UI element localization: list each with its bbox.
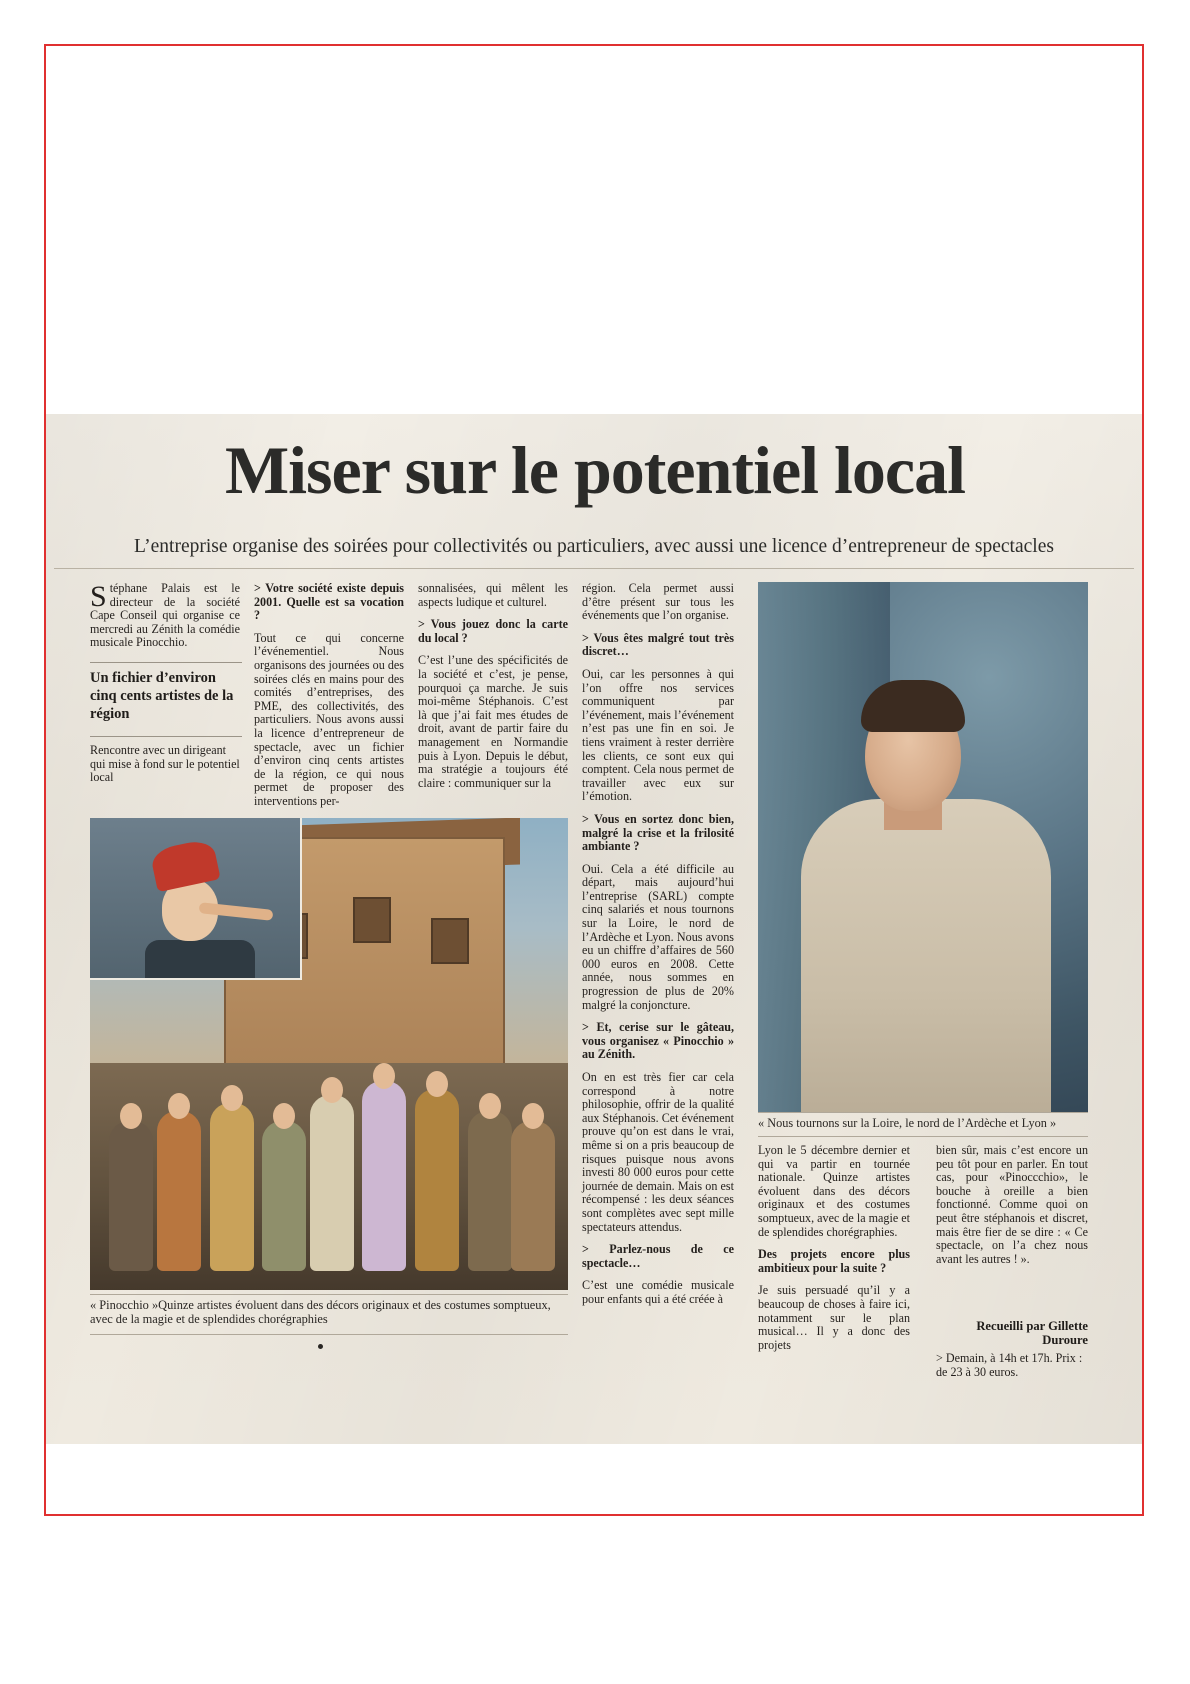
divider-sidebar-bottom [90, 736, 242, 737]
stage-actor [310, 1095, 354, 1271]
standfirst: L’entreprise organise des soirées pour collectivités ou particuliers, avec aussi une licence d’entrepreneur de spectacles [134, 536, 1054, 557]
article-column-2 [254, 582, 404, 818]
caption-portrait: « Nous tournons sur la Loire, le nord de l’Ardèche et Lyon » [758, 1116, 1057, 1130]
question: > Parlez-nous de ce spectacle… [582, 1242, 734, 1270]
answer: C’est l’une des spécificités de la société et c’est, je pense, pourquoi ça marche. Je suis moi-même Stéphanois. C’est là que j’ai fait mes études de droit, avant de partir faire du management en Normandie puis à Lyon. Depuis le début, ma stratégie a toujours été claire : communiquer sur la [418, 653, 568, 790]
divider-caption-portrait-top [758, 1112, 1088, 1113]
stage-window [353, 897, 391, 943]
pinocchio-hat [149, 837, 220, 891]
article-column-3 [418, 582, 568, 799]
divider-caption-portrait-bottom [758, 1136, 1088, 1137]
caption-stage: « Pinocchio »Quinze artistes évoluent dans des décors originaux et des costumes somptueux, avec de la magie et de splendides chorégraphies [90, 1298, 551, 1327]
sidebar-teaser: Rencontre avec un dirigeant qui mise à fond sur le potentiel local [90, 743, 240, 785]
stage-actor [362, 1081, 406, 1271]
practical-info: > Demain, à 14h et 17h. Prix : de 23 à 30 euros. [936, 1351, 1083, 1379]
photo-portrait [758, 582, 1088, 1112]
question: > Vous jouez donc la carte du local ? [418, 617, 568, 645]
photo-pinocchio-inset [90, 818, 302, 980]
intro-paragraph: Stéphane Palais est le directeur de la société Cape Conseil qui organise ce mercredi au Zénith la comédie musicale Pinocchio. [90, 580, 240, 650]
answer: On en est très fier car cela correspond à notre philosophie, offrir de la qualité aux Stéphanois. Cet événement prouve qu’on est dans le vrai, même si on a pris beaucoup de risques puisque nous avons investi 80 000 euros pour cette journée de demain. Mais on est récompensé : les deux séances sont complètes avec sept mille spectateurs attendus. [582, 1070, 734, 1234]
answer: Oui, car les personnes à qui l’on offre nos services communiquent par l’événement, mais l’événement n’est pas une fin en soi. Je tiens vraiment à rester derrière les clients, ce sont eux qui comptent. Cela nous permet de travailler avec eux sur l’émotion. [582, 666, 734, 804]
question: > Vous êtes malgré tout très discret… [582, 630, 734, 659]
question: > Et, cerise sur le gâteau, vous organisez « Pinocchio » au Zénith. [582, 1020, 734, 1062]
stage-actor [157, 1111, 201, 1271]
stage-actor [262, 1121, 306, 1271]
answer: Tout ce qui concerne l’événementiel. Nous organisons des journées ou des soirées clés en mains pour des comités d’entreprises, des PME, des collectivités, des particuliers. Nous avons aussi la licence d’entrepreneur de spectacle, avec un fichier d’environ cinq cents artistes de la région, ce qui nous permet de proposer des interventions per- [254, 630, 404, 808]
stage-actor [210, 1103, 254, 1271]
article-column-6 [936, 1144, 1088, 1275]
sidebar-subhead: Un fichier d’environ cinq cents artistes de la région [90, 670, 234, 722]
stage-window [431, 918, 469, 964]
article-column-1 [90, 582, 240, 659]
divider-top [54, 568, 1134, 569]
stage-actor [468, 1111, 512, 1271]
answer: Lyon le 5 décembre dernier et qui va partir en tournée nationale. Quinze artistes évoluent dans des décors originaux et des costumes somptueux, avec de la magie et de splendides chorégraphies. [758, 1143, 910, 1239]
question: > Vous en sortez donc bien, malgré la crise et la frilosité ambiante ? [582, 811, 734, 854]
pinocchio-body [145, 940, 255, 981]
newspaper-clipping [46, 414, 1142, 1444]
stage-actor [415, 1089, 459, 1271]
divider-caption-stage-top [90, 1294, 568, 1295]
answer: Oui. Cela a été difficile au départ, mais aujourd’hui l’entreprise (SARL) compte cinq salariés et nous tournons sur la Loire, le nord de l’Ardèche et Lyon. Nous avons eu un chiffre d’affaires de 560 000 euros en 2008. Cette année, nous sommes en progression de plus de 20% malgré la conjoncture. [582, 861, 734, 1012]
answer: C’est une comédie musicale pour enfants qui a été créée à [582, 1278, 734, 1306]
article-column-5 [758, 1144, 910, 1361]
bullet-dot [318, 1344, 323, 1349]
divider-sidebar-top [90, 662, 242, 663]
answer: région. Cela permet aussi d’être présent sur tous les événements que l’on organise. [582, 581, 734, 623]
answer: Je suis persuadé qu’il y a beaucoup de choses à faire ici, notamment sur le plan musical… Il y a donc des projets [758, 1283, 910, 1352]
question: Des projets encore plus ambitieux pour la suite ? [758, 1247, 910, 1275]
divider-caption-stage-bottom [90, 1334, 568, 1335]
question: > Votre société existe depuis 2001. Quelle est sa vocation ? [254, 581, 404, 623]
portrait-body [801, 799, 1051, 1112]
byline: Recueilli par Gillette Duroure [976, 1319, 1088, 1347]
answer: sonnalisées, qui mêlent les aspects ludique et culturel. [418, 581, 568, 609]
photo-stage [90, 818, 568, 1290]
article-column-4 [582, 582, 734, 1316]
stage-actor [109, 1121, 153, 1271]
answer: bien sûr, mais c’est encore un peu tôt pour en parler. En tout cas, pour «Pinoccchio», le bouche à oreille a bien fonctionné. Comme quoi on peut être stéphanois et discret, mais être fier de se dire : « Ce spectacle, on l’a chez nous avant les autres ! ». [936, 1143, 1088, 1266]
page-title: Miser sur le potentiel local [224, 432, 966, 508]
stage-actor [511, 1121, 555, 1271]
